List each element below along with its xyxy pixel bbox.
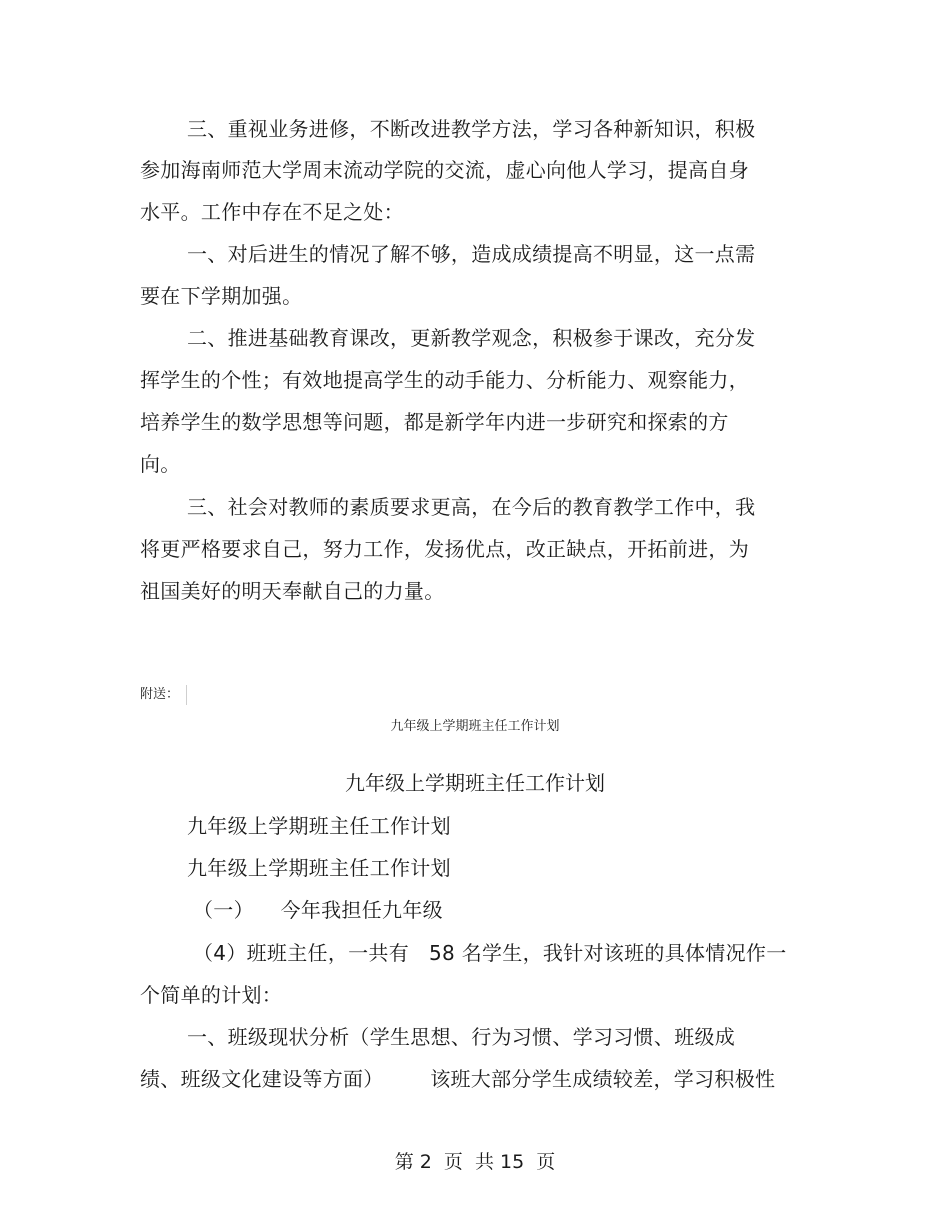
paragraph-line: 挥学生的个性；有效地提高学生的动手能力、分析能力、观察能力， xyxy=(140,368,749,392)
paragraph-line: 培养学生的数学思想等问题，都是新学年内进一步研究和探索的方 xyxy=(140,410,729,434)
appendix-line: （一） 今年我担任九年级 xyxy=(193,898,443,922)
paragraph-line: 三、社会对教师的素质要求更高，在今后的教育教学工作中，我 xyxy=(187,495,756,519)
paragraph-line: 将更严格要求自己，努力工作，发扬优点，改正缺点，开拓前进，为 xyxy=(140,537,749,561)
appendix-divider xyxy=(186,685,187,705)
paragraph-line: 二、推进基础教育课改，更新教学观念，积极参于课改，充分发 xyxy=(187,326,756,350)
paragraph-line: 要在下学期加强。 xyxy=(140,284,303,308)
page-footer: 第 2 页 共 15 页 xyxy=(394,1151,556,1173)
appendix-title: 九年级上学期班主任工作计划 xyxy=(345,771,605,795)
paragraph-line: 三、重视业务进修，不断改进教学方法，学习各种新知识，积极 xyxy=(187,117,756,141)
appendix-label: 附送： xyxy=(140,687,180,702)
appendix-line: （4）班班主任，一共有 58 名学生，我针对该班的具体情况作一 xyxy=(193,941,787,965)
appendix-line: 九年级上学期班主任工作计划 xyxy=(187,814,451,838)
appendix-line: 九年级上学期班主任工作计划 xyxy=(187,856,451,880)
appendix-subtitle: 九年级上学期班主任工作计划 xyxy=(390,719,560,734)
appendix-line: 一、班级现状分析（学生思想、行为习惯、学习习惯、班级成 xyxy=(187,1025,736,1049)
paragraph-line: 祖国美好的明天奉献自己的力量。 xyxy=(140,579,445,603)
paragraph-line: 参加海南师范大学周末流动学院的交流，虚心向他人学习，提高自身 xyxy=(140,158,749,182)
appendix-line: 个简单的计划： xyxy=(140,983,283,1007)
appendix-line: 绩、班级文化建设等方面） 该班大部分学生成绩较差，学习积极性 xyxy=(140,1067,776,1091)
paragraph-line: 向。 xyxy=(140,452,181,476)
paragraph-line: 一、对后进生的情况了解不够，造成成绩提高不明显，这一点需 xyxy=(187,242,756,266)
paragraph-line: 水平。工作中存在不足之处： xyxy=(140,200,404,224)
